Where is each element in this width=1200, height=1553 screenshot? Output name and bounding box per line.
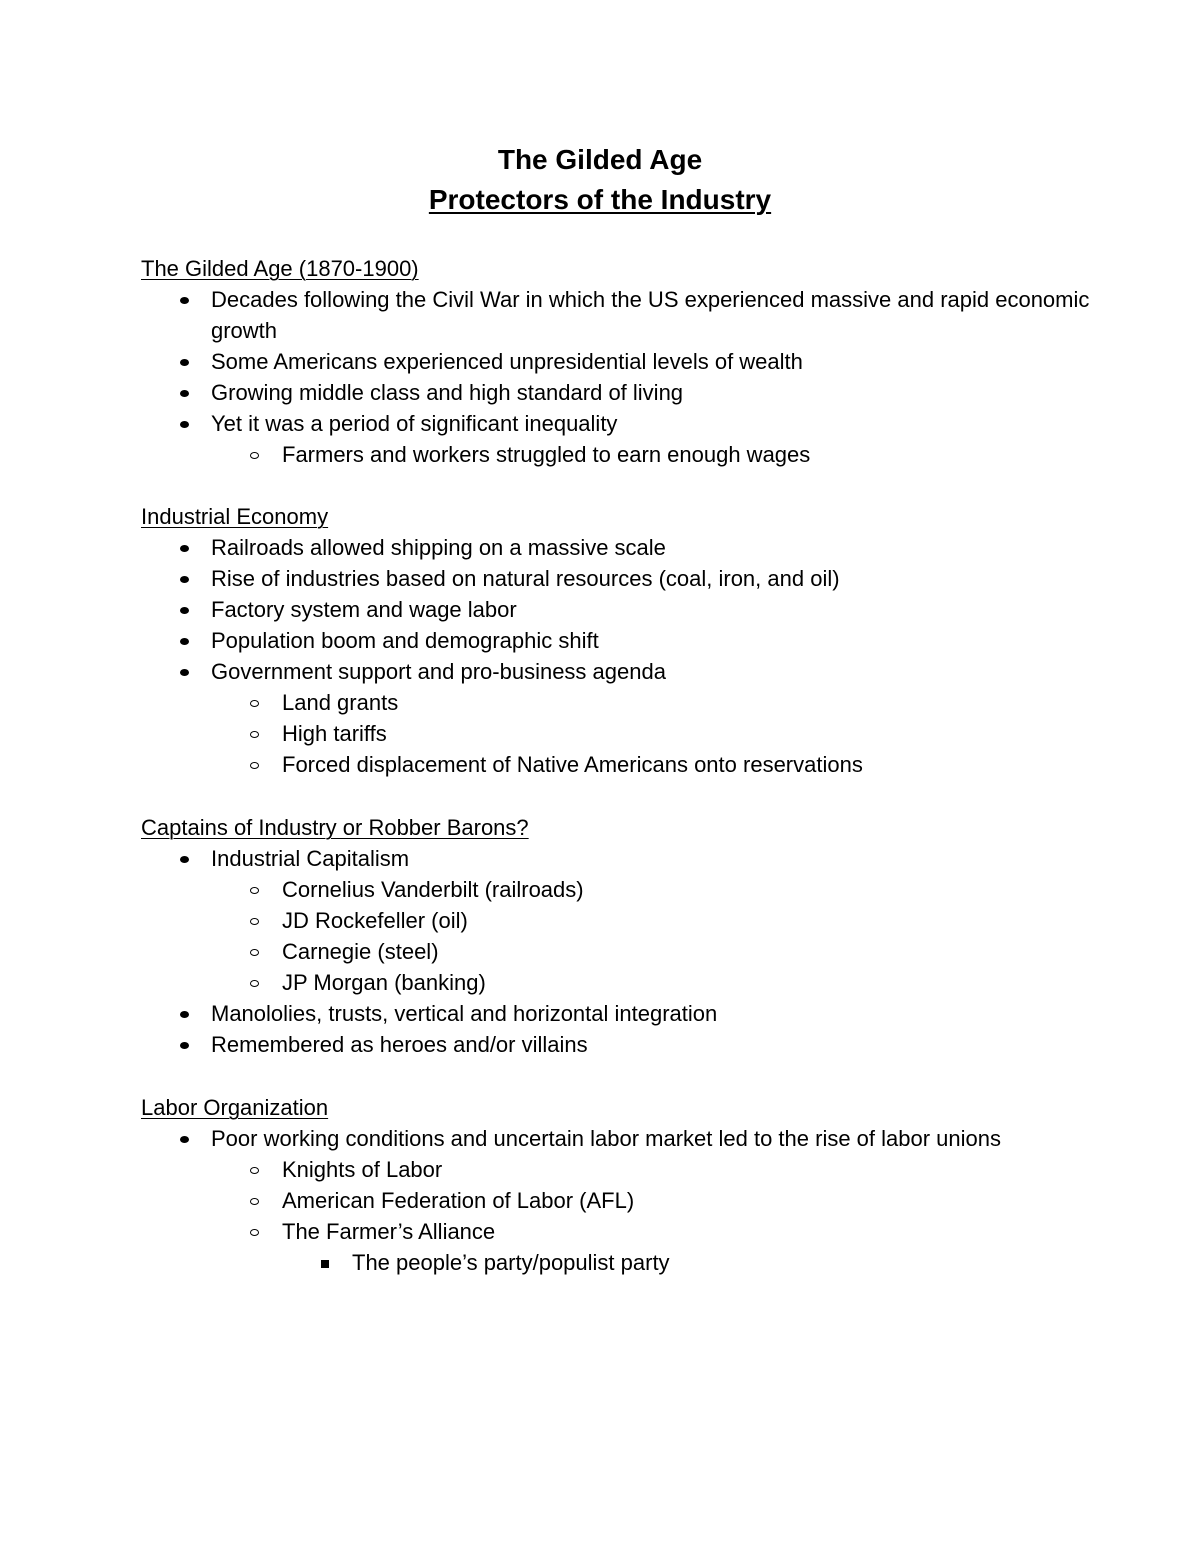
bullet-disc-icon — [175, 532, 195, 563]
bullet-disc-icon — [175, 843, 195, 874]
bullet-disc-icon — [175, 594, 195, 625]
list-item: Carnegie (steel) — [141, 936, 1101, 967]
list-item: Farmers and workers struggled to earn enough wages — [141, 439, 1101, 470]
list-item: American Federation of Labor (AFL) — [141, 1185, 1101, 1216]
list-item: Factory system and wage labor — [141, 594, 1101, 625]
bullet-circle-icon — [245, 718, 265, 749]
list-item: JP Morgan (banking) — [141, 967, 1101, 998]
section-heading: Captains of Industry or Robber Barons? — [141, 815, 529, 840]
list-item: JD Rockefeller (oil) — [141, 905, 1101, 936]
bullet-circle-icon — [245, 1216, 265, 1247]
list-item: High tariffs — [141, 718, 1101, 749]
list-item: Forced displacement of Native Americans onto reservations — [141, 749, 1101, 780]
document-title: The Gilded Age — [497, 144, 703, 175]
list-item: Rise of industries based on natural resources (coal, iron, and oil) — [141, 563, 1101, 594]
bullet-disc-icon — [175, 1029, 195, 1060]
bullet-circle-icon — [245, 905, 265, 936]
bullet-disc-icon — [175, 346, 195, 377]
list-item: Growing middle class and high standard of living — [141, 377, 1101, 408]
bullet-circle-icon — [245, 874, 265, 905]
list-item: Remembered as heroes and/or villains — [141, 1029, 1101, 1060]
bullet-disc-icon — [175, 377, 195, 408]
bullet-disc-icon — [175, 998, 195, 1029]
list-item: The Farmer’s Alliance — [141, 1216, 1101, 1247]
list-item: Manololies, trusts, vertical and horizontal integration — [141, 998, 1101, 1029]
section-heading: The Gilded Age (1870-1900) — [141, 256, 419, 281]
list-item: Land grants — [141, 687, 1101, 718]
bullet-circle-icon — [245, 936, 265, 967]
section-captains-of-industry — [141, 812, 1101, 1060]
section-industrial-economy — [141, 501, 1101, 780]
bullet-disc-icon — [175, 625, 195, 656]
bullet-circle-icon — [245, 1185, 265, 1216]
bullet-circle-icon — [245, 967, 265, 998]
list-item: Railroads allowed shipping on a massive scale — [141, 532, 1101, 563]
list-item: Decades following the Civil War in which the US experienced massive and rapid economic growth — [141, 284, 1101, 346]
bullet-circle-icon — [245, 1154, 265, 1185]
list-item: Industrial Capitalism — [141, 843, 1101, 874]
section-heading: Industrial Economy — [141, 504, 329, 529]
bullet-disc-icon — [175, 284, 195, 315]
bullet-circle-icon — [245, 439, 265, 470]
bullet-disc-icon — [175, 563, 195, 594]
bullet-square-icon — [315, 1247, 335, 1278]
section-labor-organization — [141, 1092, 1101, 1278]
list-item: Yet it was a period of significant inequality — [141, 408, 1101, 439]
list-item: The people’s party/populist party — [141, 1247, 1101, 1278]
list-item: Some Americans experienced unpresidential levels of wealth — [141, 346, 1101, 377]
list-item: Cornelius Vanderbilt (railroads) — [141, 874, 1101, 905]
section-heading: Labor Organization — [141, 1095, 329, 1120]
bullet-disc-icon — [175, 656, 195, 687]
list-item: Poor working conditions and uncertain labor market led to the rise of labor unions — [141, 1123, 1101, 1154]
bullet-disc-icon — [175, 408, 195, 439]
list-item: Government support and pro-business agenda — [141, 656, 1101, 687]
list-item: Population boom and demographic shift — [141, 625, 1101, 656]
bullet-disc-icon — [175, 1123, 195, 1154]
bullet-circle-icon — [245, 749, 265, 780]
list-item: Knights of Labor — [141, 1154, 1101, 1185]
section-gilded-age — [141, 253, 1101, 470]
bullet-circle-icon — [245, 687, 265, 718]
document-subtitle: Protectors of the Industry — [428, 184, 772, 215]
